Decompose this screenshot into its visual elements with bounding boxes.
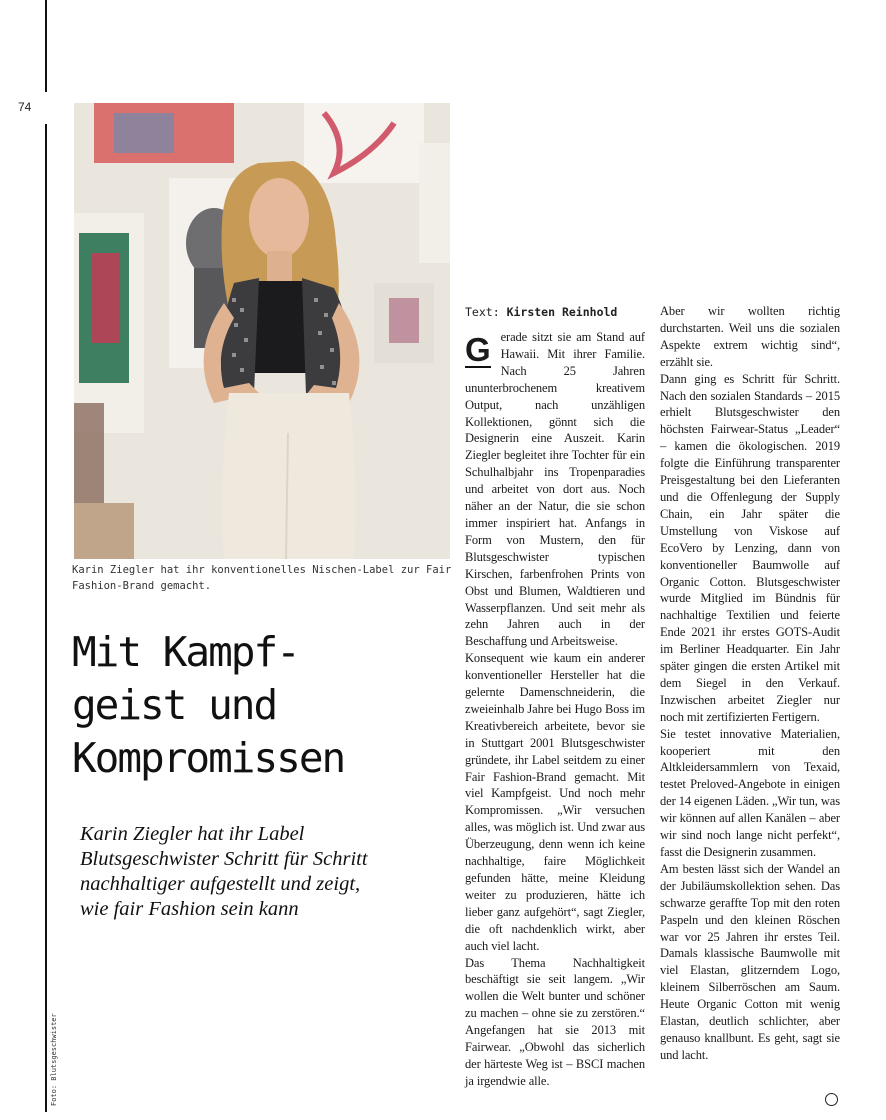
subline <box>80 822 420 922</box>
headline <box>72 626 452 785</box>
paragraph: Das Thema Nachhaltigkeit beschäftigt sie seit langem. „Wir wollen die Welt bunter und schöner zu machen – ohne sie zu zerstören.“ Angefangen hat sie 2013 mit Fairwear. „Obwohl das sicherlich der härteste Weg ist – BSCI machen ja irgendwie alle. <box>465 955 645 1088</box>
headline-line: Mit Kampf- <box>72 628 299 676</box>
portrait-photo <box>74 103 450 559</box>
drop-cap: G <box>465 331 491 368</box>
vertical-rule-top <box>45 0 47 92</box>
end-mark-icon <box>825 1093 838 1106</box>
paragraph-text: erade sitzt sie am Stand auf Hawaii. Mit ihrer Familie. Nach 25 Jahren ununterbrochenem kreativem Output, nach unzähligen Kollektionen, gönnt sich die Designerin eine Auszeit. Karin Ziegler begleitet ihre Tochter für ein Schulhalbjahr ins Tropenparadies und arbeitet von dort aus. Noch näher an der Natur, die sie schon immer inspiriert hat. Anfangs in Form von Mustern, den für Blutsgeschwister typischen Kirschen, farbenfrohen Prints von Obst und Blumen, Waldtieren und Wasserpflanzen. Und seit mehr als zehn Jahren auch in der Beschaffung und Arbeitsweise. <box>465 330 645 649</box>
subline-line: wie fair Fashion sein kann <box>80 898 299 920</box>
article-column-1 <box>465 329 645 1090</box>
byline-prefix: Text: <box>465 305 500 319</box>
vertical-rule-bottom <box>45 124 47 1112</box>
paragraph <box>465 329 645 650</box>
subline-line: nachhaltiger aufgestellt und zeigt, <box>80 873 361 895</box>
headline-line: geist und <box>72 681 277 729</box>
paragraph: Dann ging es Schritt für Schritt. Nach den sozialen Standards – 2015 erhielt Blutsgeschwister den höchsten Fairwear-Status „Leader“ – kamen die ökologischen. 2019 folgte die Einführung transparenter Preisgestaltung bei den Lieferanten und die Offenlegung der Supply Chain, ein Jahr später die Umstellung von Viskose auf EcoVero by Lenzing, dann von konventioneller Baumwolle auf Organic Cotton. Blutsgeschwister wurde Mitglied im Bündnis für nachhaltige Textilien und feierte Ende 2021 ihr erstes GOTS-Audit im Berliner Headquarter. Ein Jahr später gingen die ersten Artikel mit dem Siegel in den Verkauf. Inzwischen arbeitet Ziegler nur noch mit zertifizierten Fertigern. <box>660 371 840 724</box>
byline-author: Kirsten Reinhold <box>506 305 618 319</box>
byline <box>465 305 617 319</box>
photo-caption: Karin Ziegler hat ihr konventionelles Nischen-Label zur Fair Fashion-Brand gemacht. <box>72 564 452 592</box>
paragraph: Konsequent wie kaum ein anderer konventioneller Hersteller hat die gelernte Damenschneiderin, die zweieinhalb Jahre bei Hugo Boss im Kreativbereich arbeitete, bevor sie in Stuttgart 2001 Blutsgeschwister gründete, ihr Label seitdem zu einer Fair Fashion-Brand gemacht. Mit viel Kampfgeist. Und noch mehr Kompromissen. „Wir versuchen alles, was möglich ist. Und zwar aus Überzeugung, denn wenn ich keine nachhaltige, faire Möglichkeit gefunden hätte, meine Kleidung weiter zu produzieren, hätte ich lieber ganz aufgehört“, sagt Ziegler, die oft nachdenklich wirkt, aber auch viel lacht. <box>465 651 645 953</box>
headline-line: Kompromissen <box>72 734 345 782</box>
page-number: 74 <box>18 100 32 114</box>
paragraph: Aber wir wollten richtig durchstarten. Weil uns die sozialen Aspekte extrem wichtig sind“, erzählt sie. <box>660 304 840 369</box>
article-column-2 <box>660 303 840 1064</box>
paragraph: Am besten lässt sich der Wandel an der Jubiläumskollektion sehen. Das schwarze geraffte Top mit den roten Paspeln und den kleinen Röschen war vor 25 Jahren ihr erstes Teil. Damals klassische Baumwolle mit viel Elastan, glitzerndem Logo, kleinem Silberröschen am Saum. Heute Organic Cotton mit wenig Elastan, deutlich schlichter, aber genauso knallbunt. Es geht, sagt sie und lacht. <box>660 861 840 1062</box>
paragraph: Sie testet innovative Materialien, kooperiert mit den Altkleidersammlern von Texaid, testet Preloved-Angebote in einigen der 14 eigenen Läden. „Wir tun, was wir können auf allen Kanälen – aber wir sind noch lange nicht perfekt“, fasst die Designerin zusammen. <box>660 726 840 859</box>
subline-line: Karin Ziegler hat ihr Label <box>80 823 305 845</box>
subline-line: Blutsgeschwister Schritt für Schritt <box>80 848 368 870</box>
photo-credit: Foto: Blutsgeschwister <box>50 1013 58 1106</box>
